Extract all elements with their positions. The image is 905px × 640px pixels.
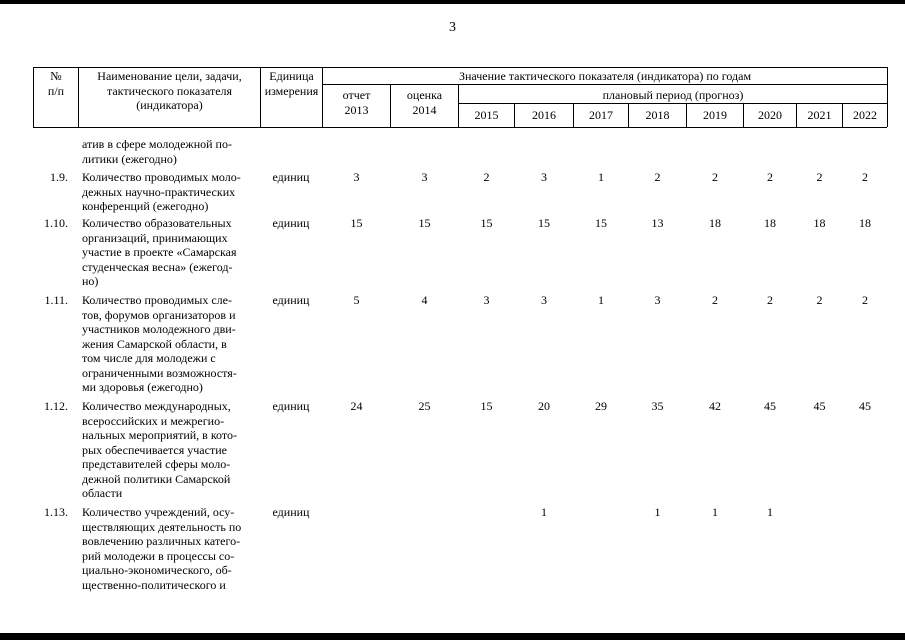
value-cell: 2	[483, 170, 490, 184]
header-values: Значение тактического показателя (индикатора) по годам	[458, 69, 752, 83]
row-name: Количество образовательных организаций, принимающих участие в проекте «Самарская студенческая весна» (ежегод- но)	[82, 216, 237, 288]
value-cell: 2	[654, 170, 661, 184]
value-cell: 15	[538, 216, 550, 230]
header-year: 2015	[474, 108, 499, 122]
value-cell: 1	[598, 293, 604, 307]
value-cell: 45	[764, 399, 776, 413]
value-cell: 45	[859, 399, 871, 413]
value-cell: 3	[353, 170, 360, 184]
header-unit: Единица измерения	[264, 69, 319, 98]
bottom-border	[0, 633, 905, 640]
header-vline	[887, 67, 888, 127]
header-year: 2016	[532, 108, 556, 122]
value-cell: 1	[767, 505, 773, 519]
value-cell: 35	[651, 399, 664, 413]
value-cell: 15	[350, 216, 363, 230]
value-cell: 45	[813, 399, 826, 413]
value-cell: 24	[350, 399, 363, 413]
value-cell: 18	[813, 216, 826, 230]
header-bottom-line	[33, 127, 887, 128]
value-cell: 1	[654, 505, 661, 519]
header-plan-period: плановый период (прогноз)	[602, 88, 744, 102]
value-cell: 2	[767, 293, 773, 307]
row-name: Количество проводимых моло- дежных научно-практических конференций (ежегодно)	[82, 170, 241, 213]
value-cell: 3	[654, 293, 661, 307]
value-cell: 1	[541, 505, 547, 519]
header-year: 2017	[589, 108, 613, 122]
value-cell: 2	[862, 170, 868, 184]
value-cell: 18	[709, 216, 721, 230]
value-cell: 5	[353, 293, 360, 307]
header-estimate-2014: оценка 2014	[406, 88, 443, 117]
row-unit: единиц	[272, 293, 310, 307]
value-cell: 3	[541, 170, 547, 184]
header-year: 2018	[645, 108, 670, 122]
header-year: 2022	[853, 108, 877, 122]
value-cell: 18	[764, 216, 776, 230]
header-top-line	[33, 67, 887, 68]
value-cell: 1	[712, 505, 718, 519]
header-year: 2020	[758, 108, 782, 122]
value-cell: 15	[418, 216, 431, 230]
page-number: 3	[449, 20, 456, 35]
value-cell: 4	[421, 293, 428, 307]
value-cell: 3	[483, 293, 490, 307]
value-cell: 2	[767, 170, 773, 184]
value-cell: 2	[816, 293, 823, 307]
value-cell: 42	[709, 399, 721, 413]
value-cell: 15	[480, 216, 493, 230]
row-name: Количество международных, всероссийских и межрегио- нальных мероприятий, в кото- рых обеспечивается участие представителей сферы моло- дежной политики Самарской области	[82, 399, 237, 500]
header-plan-line	[458, 103, 887, 104]
row-name: Количество учреждений, осу- ществляющих деятельность по вовлечению различных катего- рий молодежи в процессы со- циально-экономического, об- щественно-политического и	[82, 505, 242, 592]
value-cell: 15	[480, 399, 493, 413]
row-number: 1.12.	[44, 399, 68, 413]
value-cell: 3	[541, 293, 547, 307]
header-year: 2021	[807, 108, 832, 122]
header-report-2013: отчет 2013	[342, 88, 371, 117]
value-cell: 2	[712, 293, 718, 307]
row-unit: единиц	[272, 170, 310, 184]
row-number: 1.10.	[44, 216, 68, 230]
value-cell: 20	[538, 399, 550, 413]
header-name: Наименование цели, задачи, тактического показателя (индикатора)	[97, 69, 242, 112]
value-cell: 1	[598, 170, 604, 184]
row-number: 1.11.	[44, 293, 68, 307]
value-cell: 25	[418, 399, 431, 413]
value-cell: 15	[595, 216, 607, 230]
row-name: Количество проводимых сле- тов, форумов организаторов и участников молодежного дви- жения Самарской области, в том числе для молодежи с ограниченными возможностя- ми здоровья (ежегодно)	[82, 293, 237, 394]
continued-text: атив в сфере молодежной по- литики (ежегодно)	[82, 137, 232, 166]
value-cell: 18	[859, 216, 871, 230]
row-number: 1.13.	[44, 505, 68, 519]
row-unit: единиц	[272, 505, 310, 519]
header-year: 2019	[703, 108, 727, 122]
row-unit: единиц	[272, 399, 310, 413]
value-cell: 13	[651, 216, 664, 230]
value-cell: 3	[421, 170, 428, 184]
row-number: 1.9.	[50, 170, 68, 184]
top-border	[0, 0, 905, 4]
value-cell: 29	[595, 399, 607, 413]
value-cell: 2	[712, 170, 718, 184]
value-cell: 2	[862, 293, 868, 307]
header-sub-line	[322, 84, 887, 85]
header-number: № п/п	[47, 69, 65, 98]
row-unit: единиц	[272, 216, 310, 230]
value-cell: 2	[816, 170, 823, 184]
